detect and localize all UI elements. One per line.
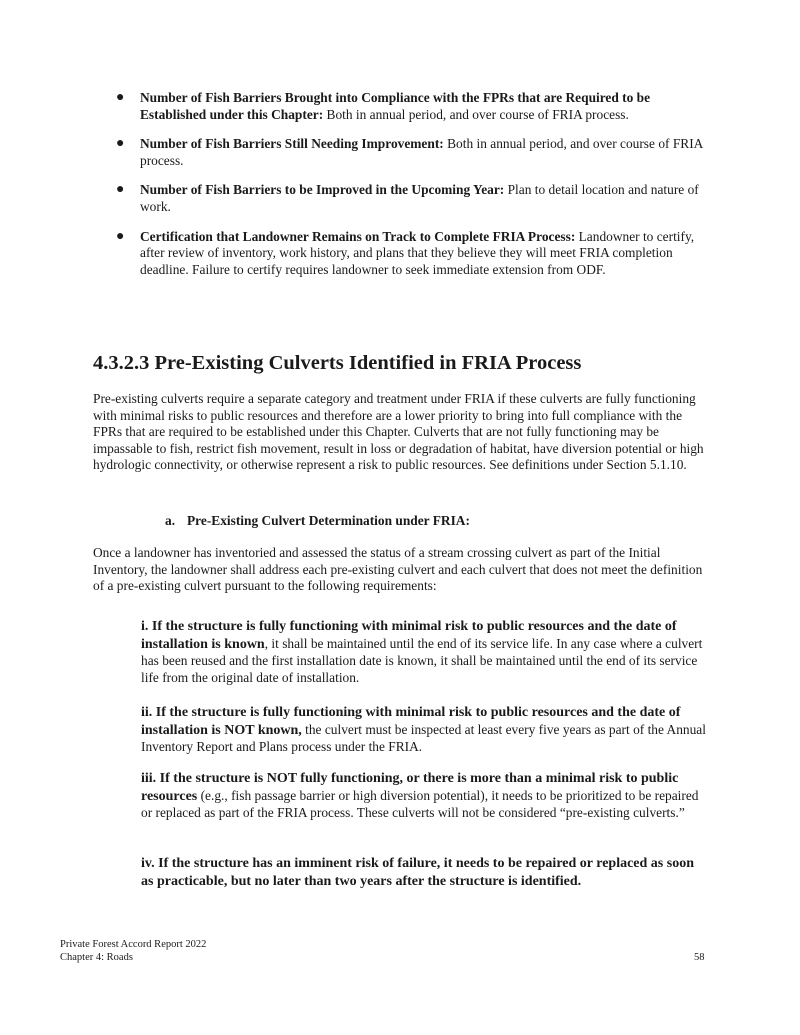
footer-report-title: Private Forest Accord Report 2022 (60, 939, 207, 950)
bullet-title: Number of Fish Barriers to be Improved in the Upcoming Year: (140, 182, 505, 198)
bullet-icon: ● (116, 90, 125, 105)
requirement-item (141, 770, 706, 822)
bullet-list (116, 90, 706, 291)
list-item (116, 182, 706, 215)
subheading-text: Pre-Existing Culvert Determination under FRIA: (187, 513, 470, 528)
intro-paragraph: Pre-existing culverts require a separate category and treatment under FRIA if these culverts are fully functioning with minimal risks to public resources and therefore are a lower priority to bring into full compliance with the FPRs that are required to be established under this Chapter. Culverts that are not fully functioning may be impassable to fish, restrict fish movement, result in loss or degradation of habitat, have diversion potential or high hydrologic connectivity, or otherwise represent a risk to public resources. See definitions under Section 5.1.10. (93, 391, 704, 473)
bullet-icon: ● (116, 136, 125, 152)
subheading-letter: a. (165, 513, 176, 528)
bullet-text: Both in annual period, and over course of FRIA process. (323, 106, 629, 122)
requirement-text: , it shall be maintained until the end of its service life. In any case where a culvert has been reused and the first installation date is known, it shall be maintained until the end of its service life from the original date of installation. (141, 635, 703, 685)
footer-chapter: Chapter 4: Roads (60, 952, 133, 963)
list-item (116, 90, 706, 123)
requirement-item (141, 704, 706, 756)
bullet-icon: ● (116, 228, 125, 244)
page-number: 58 (694, 952, 705, 963)
requirement-text: the culvert must be inspected at least every five years as part of the Annual Inventory Report and Plans process under the FRIA. (141, 721, 706, 755)
bullet-text: Both in annual period, and over course of FRIA process. (140, 136, 703, 168)
requirement-text: (e.g., fish passage barrier or high diversion potential), it needs to be prioritized to be repaired or replaced as part of the FRIA process. These culverts will not be considered “pre-existing culverts.” (141, 787, 699, 821)
bullet-text: Landowner to certify, after review of inventory, work history, and plans that they believe they will meet FRIA completion deadline. Failure to certify requires landowner to seek immediate extension from ODF. (140, 228, 695, 277)
requirement-item (141, 618, 706, 686)
bullet-icon: ● (116, 182, 125, 198)
requirement-title: i. If the structure is fully functioning with minimal risk to public resources and the date of installation is known (141, 619, 677, 652)
requirement-item (141, 855, 706, 890)
bullet-title: Number of Fish Barriers Still Needing Improvement: (140, 136, 444, 152)
subheading (165, 512, 470, 529)
requirement-title: iii. If the structure is NOT fully functioning, or there is more than a minimal risk to public resources (141, 771, 679, 804)
requirement-title: iv. If the structure has an imminent risk of failure, it needs to be repaired or replaced as soon as practicable, but no later than two years after the structure is identified. (141, 856, 694, 889)
section-heading: 4.3.2.3 Pre-Existing Culverts Identified in FRIA Process (93, 352, 582, 374)
second-paragraph: Once a landowner has inventoried and assessed the status of a stream crossing culvert as part of the Initial Inventory, the landowner shall address each pre-existing culvert and each culvert that does not meet the definition of a pre-existing culvert pursuant to the following requirements: (93, 545, 703, 594)
bullet-title: Number of Fish Barriers Brought into Compliance with the FPRs that are Required to be Established under this Chapter: (140, 90, 651, 122)
requirement-title: ii. If the structure is fully functioning with minimal risk to public resources and the date of installation is NOT known, (141, 705, 681, 738)
list-item (116, 136, 706, 169)
bullet-title: Certification that Landowner Remains on Track to Complete FRIA Process: (140, 228, 576, 244)
list-item (116, 229, 706, 279)
bullet-text: Plan to detail location and nature of work. (140, 182, 699, 214)
page-footer (60, 938, 206, 964)
